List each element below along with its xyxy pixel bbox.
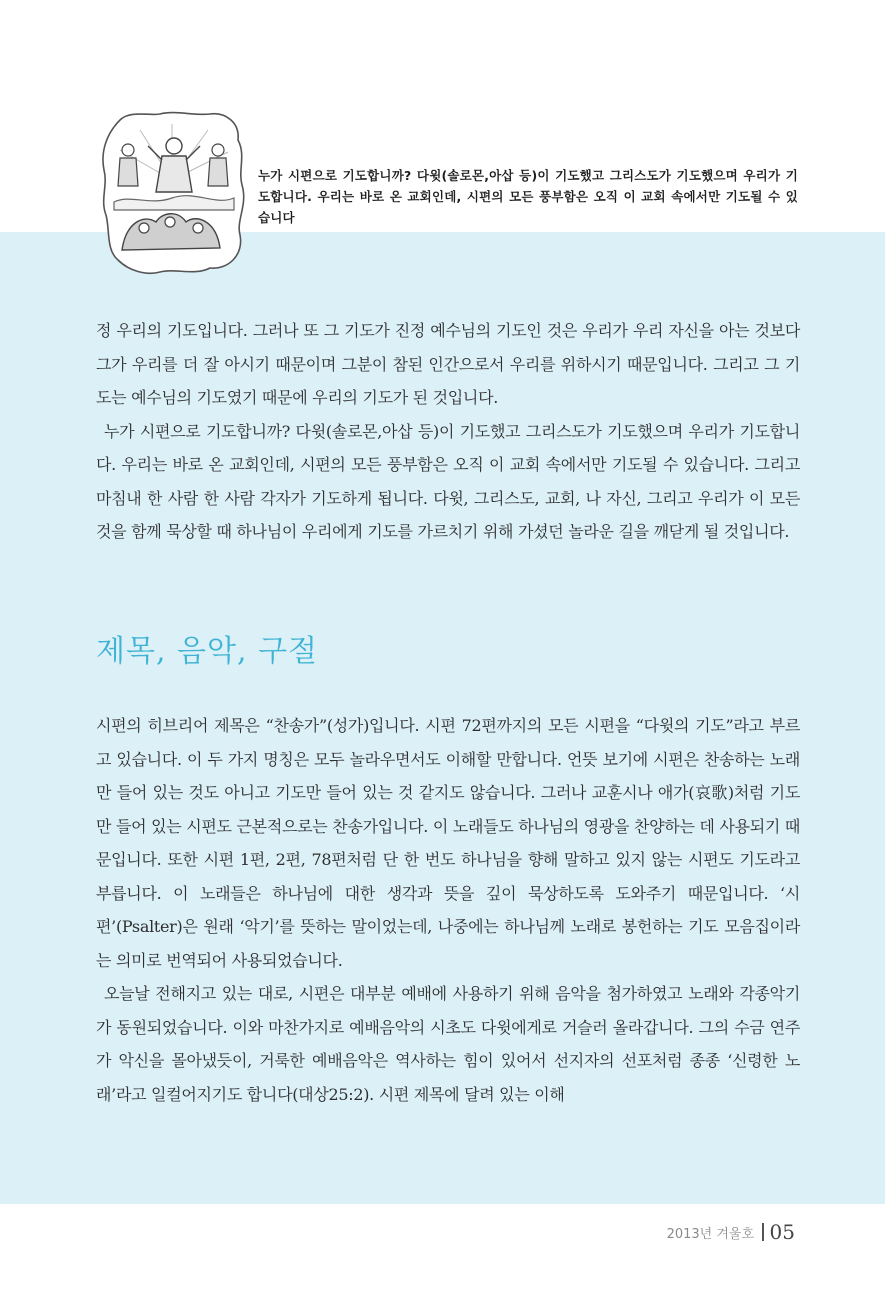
paragraph: 시편의 히브리어 제목은 “찬송가”(성가)입니다. 시편 72편까지의 모든 시편을 “다윗의 기도”라고 부르고 있습니다. 이 두 가지 명칭은 모두 놀라우면서도 이해할 만합니다. 언뜻 보기에 시편은 찬송하는 노래만 들어 있는 것도 아니고 기도만 들어 있는 것 같지도 않습니다. 그러나 교훈시나 애가(哀歌)처럼 기도만 들어 있는 시편도 근본적으로는 찬송가입니다. 이 노래들도 하나님의 영광을 찬양하는 데 사용되기 때문입니다. 또한 시편 1편, 2편, 78편처럼 단 한 번도 하나님을 향해 말하고 있지 않는 시편도 기도라고 부릅니다. 이 노래들은 하나님에 대한 생각과 뜻을 깊이 묵상하도록 도와주기 때문입니다. ‘시편’(Psalter)은 원래 ‘악기’를 뜻하는 말이었는데, 나중에는 하나님께 노래로 봉헌하는 기도 모음집이라는 의미로 번역되어 사용되었습니다. (96, 716, 800, 970)
section-heading: 제목, 음악, 구절 (96, 634, 319, 669)
paragraph: 누가 시편으로 기도합니까? 다윗(솔로몬,아삽 등)이 기도했고 그리스도가 기도했으며 우리가 기도합니다. 우리는 바로 온 교회인데, 시편의 모든 풍부함은 오직 이 교회 속에서만 기도될 수 있습니다. 그리고 마침내 한 사람 한 사람 각자가 기도하게 됩니다. 다윗, 그리스도, 교회, 나 자신, 그리고 우리가 이 모든 것을 함께 묵상할 때 하나님이 우리에게 기도를 가르치기 위해 가셨던 놀라운 길을 깨닫게 될 것입니다. (96, 421, 800, 541)
illustration-caption: 누가 시편으로 기도합니까? 다윗(솔로몬,아삽 등)이 기도했고 그리스도가 기도했으며 우리가 기도합니다. 우리는 바로 온 교회인데, 시편의 모든 풍부함은 오직 이 교회 속에서만 기도될 수 있습니다 (258, 168, 798, 225)
page-number: 05 (769, 1220, 795, 1244)
praying-figures-icon (100, 110, 248, 278)
body-text-top (96, 314, 800, 549)
body-text-bottom (96, 709, 800, 1111)
page-footer (667, 1220, 795, 1244)
paragraph: 정 우리의 기도입니다. 그러나 또 그 기도가 진정 예수님의 기도인 것은 우리가 우리 자신을 아는 것보다 그가 우리를 더 잘 아시기 때문이며 그분이 참된 인간으로서 우리를 위하시기 때문입니다. 그리고 그 기도는 예수님의 기도였기 때문에 우리의 기도가 된 것입니다. (96, 321, 800, 407)
footer-divider (762, 1223, 764, 1241)
issue-label: 2013년 겨울호 (666, 1226, 755, 1242)
paragraph: 오늘날 전해지고 있는 대로, 시편은 대부분 예배에 사용하기 위해 음악을 첨가하였고 노래와 각종악기가 동원되었습니다. 이와 마찬가지로 예배음악의 시초도 다윗에게로 거슬러 올라갑니다. 그의 수금 연주가 악신을 몰아냈듯이, 거룩한 예배음악은 역사하는 힘이 있어서 선지자의 선포처럼 종종 ‘신령한 노래’라고 일컬어지기도 합니다(대상25:2). 시편 제목에 달려 있는 이해 (96, 984, 800, 1104)
